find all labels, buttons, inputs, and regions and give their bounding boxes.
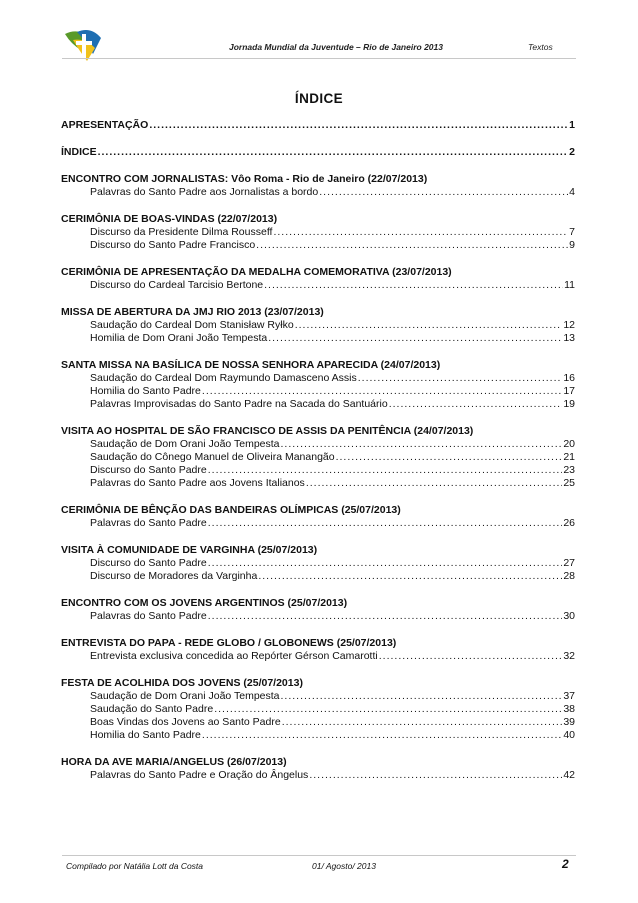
toc-section-title[interactable]: VISITA À COMUNIDADE DE VARGINHA (25/07/2013) [61, 544, 318, 556]
footer-compiler: Compilado por Natália Lott da Costa [66, 861, 204, 871]
dot-leader [268, 332, 562, 345]
toc-section-title[interactable]: MISSA DE ABERTURA DA JMJ RIO 2013 (23/07/2013) [61, 306, 324, 318]
toc-entry-page: 32 [563, 650, 575, 662]
dot-leader [281, 438, 563, 451]
toc-entry-title: Discurso do Cardeal Tarcisio Bertone [90, 279, 264, 291]
toc-entry[interactable] [61, 279, 575, 292]
toc-entry-title: Palavras do Santo Padre e Oração do Ângelus [90, 769, 309, 781]
toc-section-title[interactable]: CERIMÔNIA DE BOAS-VINDAS (22/07/2013) [61, 213, 278, 225]
toc-section [61, 756, 575, 782]
toc-entry-page: 11 [564, 279, 575, 291]
toc-entry-title: Saudação de Dom Orani João Tempesta [90, 438, 280, 450]
dot-leader [149, 119, 568, 132]
toc-entry-page: 2 [569, 146, 575, 158]
toc-entry[interactable] [61, 398, 575, 411]
toc-section [61, 637, 575, 663]
toc-entry-page: 7 [569, 226, 575, 238]
toc-entry-title: Homilia do Santo Padre [90, 729, 201, 741]
dot-leader [202, 385, 562, 398]
toc-entry-page: 13 [563, 332, 575, 344]
toc-entry-title: Palavras Improvisadas do Santo Padre na Sacada do Santuário [90, 398, 388, 410]
header-divider [62, 58, 576, 59]
toc-entry[interactable] [61, 716, 575, 729]
toc-section [61, 597, 575, 623]
toc-entry[interactable] [61, 319, 575, 332]
toc-section [61, 306, 575, 345]
toc-entry-title: Palavras do Santo Padre aos Jornalistas a bordo [90, 186, 319, 198]
toc-entry-title: Palavras do Santo Padre aos Jovens Italianos [90, 477, 305, 489]
page-title: ÍNDICE [294, 91, 344, 106]
toc-entry-title: Saudação do Santo Padre [90, 703, 214, 715]
toc-entry-page: 26 [563, 517, 575, 529]
toc-entry-page: 28 [563, 570, 575, 582]
toc-entry-title: Discurso do Santo Padre [90, 557, 207, 569]
toc-entry-page: 25 [563, 477, 575, 489]
toc-entry-page: 19 [563, 398, 575, 410]
toc-entry-page: 21 [563, 451, 575, 463]
header-title: Jornada Mundial da Juventude – Rio de Janeiro 2013 [229, 42, 443, 52]
page-number: 2 [562, 857, 569, 871]
toc-entry[interactable] [61, 690, 575, 703]
toc-section [61, 504, 575, 530]
dot-leader [281, 690, 563, 703]
toc-entry-title: ÍNDICE [61, 146, 97, 158]
toc-entry[interactable] [61, 438, 575, 451]
dot-leader [264, 279, 563, 292]
dot-leader [306, 477, 563, 490]
header-section-label: Textos [528, 42, 553, 52]
toc-section [61, 173, 575, 199]
toc-section [61, 544, 575, 583]
toc-entry[interactable] [61, 239, 575, 252]
toc-section [61, 677, 575, 742]
dot-leader [214, 703, 562, 716]
toc-entry-page: 40 [563, 729, 575, 741]
toc-entry-page: 42 [563, 769, 575, 781]
dot-leader [98, 146, 569, 159]
dot-leader [258, 570, 562, 583]
toc-entry[interactable] [61, 557, 575, 570]
toc-section-title[interactable]: ENTREVISTA DO PAPA - REDE GLOBO / GLOBONEWS (25/07/2013) [61, 637, 397, 649]
dot-leader [256, 239, 568, 252]
dot-leader [319, 186, 568, 199]
toc-entry[interactable] [61, 385, 575, 398]
dot-leader [282, 716, 563, 729]
toc-section [61, 359, 575, 411]
toc-entry-page: 27 [563, 557, 575, 569]
toc-entry[interactable] [61, 570, 575, 583]
toc-entry-page: 1 [569, 119, 575, 131]
dot-leader [208, 557, 563, 570]
toc-entry-title: Discurso da Presidente Dilma Rousseff [90, 226, 273, 238]
dot-leader [379, 650, 563, 663]
toc-section-title[interactable]: ENCONTRO COM JORNALISTAS: Vôo Roma - Rio de Janeiro (22/07/2013) [61, 173, 428, 185]
toc-entry-page: 30 [563, 610, 575, 622]
toc-entry[interactable] [61, 610, 575, 623]
toc-entry-title: Discurso de Moradores da Varginha [90, 570, 258, 582]
table-of-contents [61, 119, 575, 796]
toc-entry[interactable] [61, 372, 575, 385]
toc-section-title[interactable]: CERIMÔNIA DE APRESENTAÇÃO DA MEDALHA COMEMORATIVA (23/07/2013) [61, 266, 452, 278]
toc-entry-title: APRESENTAÇÃO [61, 119, 149, 131]
toc-entry[interactable] [61, 650, 575, 663]
jmj-logo-icon [63, 28, 105, 62]
dot-leader [309, 769, 562, 782]
toc-section-title[interactable]: HORA DA AVE MARIA/ANGELUS (26/07/2013) [61, 756, 287, 768]
toc-section-title[interactable]: CERIMÔNIA DE BÊNÇÃO DAS BANDEIRAS OLÍMPICAS (25/07/2013) [61, 504, 401, 516]
toc-entry[interactable] [61, 451, 575, 464]
toc-section [61, 425, 575, 490]
toc-entry-page: 23 [563, 464, 575, 476]
toc-entry[interactable] [61, 464, 575, 477]
dot-leader [208, 610, 563, 623]
toc-section-title[interactable]: VISITA AO HOSPITAL DE SÃO FRANCISCO DE ASSIS DA PENITÊNCIA (24/07/2013) [61, 425, 474, 437]
toc-entry-page: 12 [563, 319, 575, 331]
footer-date: 01/ Agosto/ 2013 [312, 861, 376, 871]
toc-entry-apresentacao[interactable] [61, 119, 575, 132]
toc-entry-title: Saudação do Cardeal Dom Stanisław Ryłko [90, 319, 294, 331]
toc-entry-page: 9 [569, 239, 575, 251]
toc-entry-page: 4 [569, 186, 575, 198]
dot-leader [389, 398, 563, 411]
toc-entry-title: Saudação do Cônego Manuel de Oliveira Manangão [90, 451, 335, 463]
toc-section-title[interactable]: FESTA DE ACOLHIDA DOS JOVENS (25/07/2013) [61, 677, 303, 689]
toc-entry[interactable] [61, 477, 575, 490]
toc-section-title[interactable]: SANTA MISSA NA BASÍLICA DE NOSSA SENHORA APARECIDA (24/07/2013) [61, 359, 441, 371]
dot-leader [202, 729, 562, 742]
toc-entry-title: Saudação do Cardeal Dom Raymundo Damasceno Assis [90, 372, 357, 384]
toc-entry-title: Discurso do Santo Padre [90, 464, 207, 476]
toc-entry-title: Homilia do Santo Padre [90, 385, 201, 397]
toc-entry-title: Boas Vindas dos Jovens ao Santo Padre [90, 716, 281, 728]
toc-section [61, 213, 575, 252]
toc-entry-title: Entrevista exclusiva concedida ao Repórter Gérson Camarotti [90, 650, 378, 662]
toc-entry-page: 20 [563, 438, 575, 450]
dot-leader [358, 372, 563, 385]
toc-entry-page: 39 [563, 716, 575, 728]
toc-entry[interactable] [61, 729, 575, 742]
dot-leader [273, 226, 568, 239]
toc-section [61, 266, 575, 292]
dot-leader [208, 464, 563, 477]
dot-leader [208, 517, 563, 530]
toc-entry-indice[interactable] [61, 146, 575, 159]
toc-entry-title: Saudação de Dom Orani João Tempesta [90, 690, 280, 702]
toc-entry-title: Palavras do Santo Padre [90, 517, 207, 529]
toc-entry[interactable] [61, 517, 575, 530]
toc-section-title[interactable]: ENCONTRO COM OS JOVENS ARGENTINOS (25/07/2013) [61, 597, 348, 609]
toc-entry-title: Palavras do Santo Padre [90, 610, 207, 622]
toc-entry[interactable] [61, 703, 575, 716]
toc-entry[interactable] [61, 769, 575, 782]
toc-entry[interactable] [61, 332, 575, 345]
page-footer [0, 855, 638, 875]
toc-entry-page: 38 [563, 703, 575, 715]
dot-leader [336, 451, 563, 464]
footer-divider [62, 855, 576, 856]
toc-entry-title: Discurso do Santo Padre Francisco [90, 239, 256, 251]
dot-leader [295, 319, 563, 332]
toc-entry-title: Homilia de Dom Orani João Tempesta [90, 332, 268, 344]
toc-entry-page: 37 [563, 690, 575, 702]
toc-entry-page: 17 [563, 385, 575, 397]
toc-entry[interactable] [61, 226, 575, 239]
toc-entry[interactable] [61, 186, 575, 199]
toc-entry-page: 16 [563, 372, 575, 384]
